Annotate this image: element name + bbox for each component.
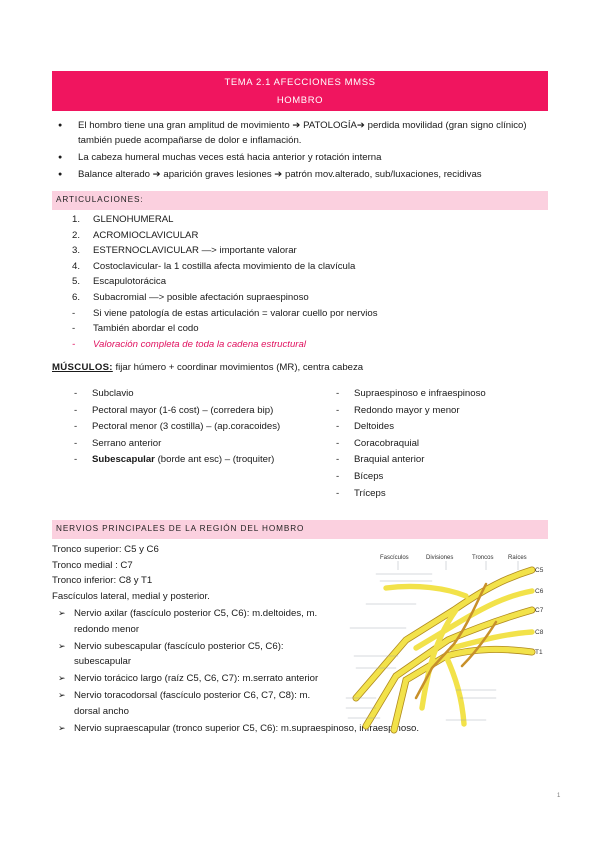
- list-item: ➢ Nervio axilar (fascículo posterior C5, C6): m.deltoides, m. redondo menor: [58, 606, 336, 637]
- list-item: ➢ Nervio supraescapular (tronco superior C5, C6): m.supraespinoso, infraespinoso.: [58, 721, 478, 737]
- brachial-plexus-diagram: [336, 548, 548, 738]
- musculos-intro: MÚSCULOS: fijar húmero + coordinar movimientos (MR), centra cabeza: [52, 362, 364, 373]
- articulaciones-heading-bar: [52, 191, 548, 210]
- nervios-heading: NERVIOS PRINCIPALES DE LA REGIÓN DEL HOMBRO: [56, 524, 305, 533]
- nervios-heading-bar: [52, 520, 548, 539]
- list-item: - Redondo mayor y menor: [336, 403, 536, 420]
- list-item: ➢ Nervio toracodorsal (fascículo posterior C6, C7, C8): m. dorsal ancho: [58, 688, 336, 719]
- list-item: - Si viene patología de estas articulación = valorar cuello por nervios: [72, 307, 378, 319]
- page-subtitle: HOMBRO: [276, 95, 324, 106]
- root-label-c7: C7: [535, 607, 544, 614]
- list-item: - También abordar el codo: [72, 323, 199, 335]
- list-item: - Pectoral mayor (1-6 cost) – (corredera bip): [74, 403, 294, 420]
- list-item: 3. ESTERNOCLAVICULAR —> importante valorar: [72, 245, 297, 257]
- intro-bullet: ● Balance alterado ➔ aparición graves lesiones ➔ patrón mov.alterado, sub/luxaciones, recidivas: [58, 167, 548, 182]
- articulaciones-heading: ARTICULACIONES:: [56, 195, 144, 204]
- list-item: - Pectoral menor (3 costilla) – (ap.coracoides): [74, 419, 294, 436]
- musculos-list-left: [74, 386, 294, 469]
- list-item: - Supraespinoso e infraespinoso: [336, 386, 536, 403]
- musculos-list-right: [336, 386, 536, 502]
- list-item: 2. ACROMIOCLAVICULAR: [72, 229, 199, 241]
- root-label-c8: C8: [535, 629, 544, 636]
- title-banner: [52, 71, 548, 111]
- root-label-c6: C6: [535, 588, 544, 595]
- list-item: 4. Costoclavicular- la 1 costilla afecta movimiento de la clavícula: [72, 260, 356, 272]
- list-item-highlight: - Valoración completa de toda la cadena estructural: [72, 338, 306, 350]
- articulaciones-list: [72, 212, 542, 352]
- list-item: - Braquial anterior: [336, 452, 536, 469]
- intro-bullet-list: [58, 118, 548, 184]
- text-line: Fascículos lateral, medial y posterior.: [52, 590, 210, 602]
- intro-bullet: ● La cabeza humeral muchas veces está hacia anterior y rotación interna: [58, 150, 548, 165]
- diagram-header: Raíces: [508, 555, 527, 561]
- intro-bullet: ● El hombro tiene una gran amplitud de movimiento ➔ PATOLOGÍA➔ perdida movilidad (gran signo clínico) también puede acompañarse de dolor e inflamación.: [58, 118, 548, 148]
- list-item: ➢ Nervio subescapular (fascículo posterior C5, C6): subescapular: [58, 639, 336, 670]
- list-item: 6. Subacromial —> posible afectación supraespinoso: [72, 291, 309, 303]
- list-item: 1. GLENOHUMERAL: [72, 214, 174, 225]
- list-item: - Tríceps: [336, 486, 536, 503]
- root-label-c5: C5: [535, 567, 544, 574]
- list-item: - Deltoides: [336, 419, 536, 436]
- page-title: TEMA 2.1 AFECCIONES MMSS: [224, 77, 376, 88]
- diagram-header: Troncos: [472, 555, 494, 561]
- text-line: Tronco inferior: C8 y T1: [52, 575, 153, 587]
- page-number: 1: [557, 793, 561, 799]
- list-item: 5. Escapulotorácica: [72, 276, 167, 288]
- list-item: - Bíceps: [336, 469, 536, 486]
- list-item: - Subclavio: [74, 386, 294, 403]
- list-item: - Coracobraquial: [336, 436, 536, 453]
- diagram-header: Divisiones: [426, 555, 454, 561]
- list-item: - Subescapular (borde ant esc) – (troquiter): [74, 452, 294, 469]
- root-label-t1: T1: [535, 649, 543, 656]
- list-item: ➢ Nervio torácico largo (raíz C5, C6, C7): m.serrato anterior: [58, 671, 336, 687]
- list-item: - Serrano anterior: [74, 436, 294, 453]
- text-line: Tronco superior: C5 y C6: [52, 544, 159, 555]
- nervios-trunks: [52, 542, 342, 604]
- text-line: Tronco medial : C7: [52, 559, 133, 571]
- musculos-label: MÚSCULOS:: [52, 362, 113, 373]
- diagram-header: Fascículos: [380, 555, 409, 561]
